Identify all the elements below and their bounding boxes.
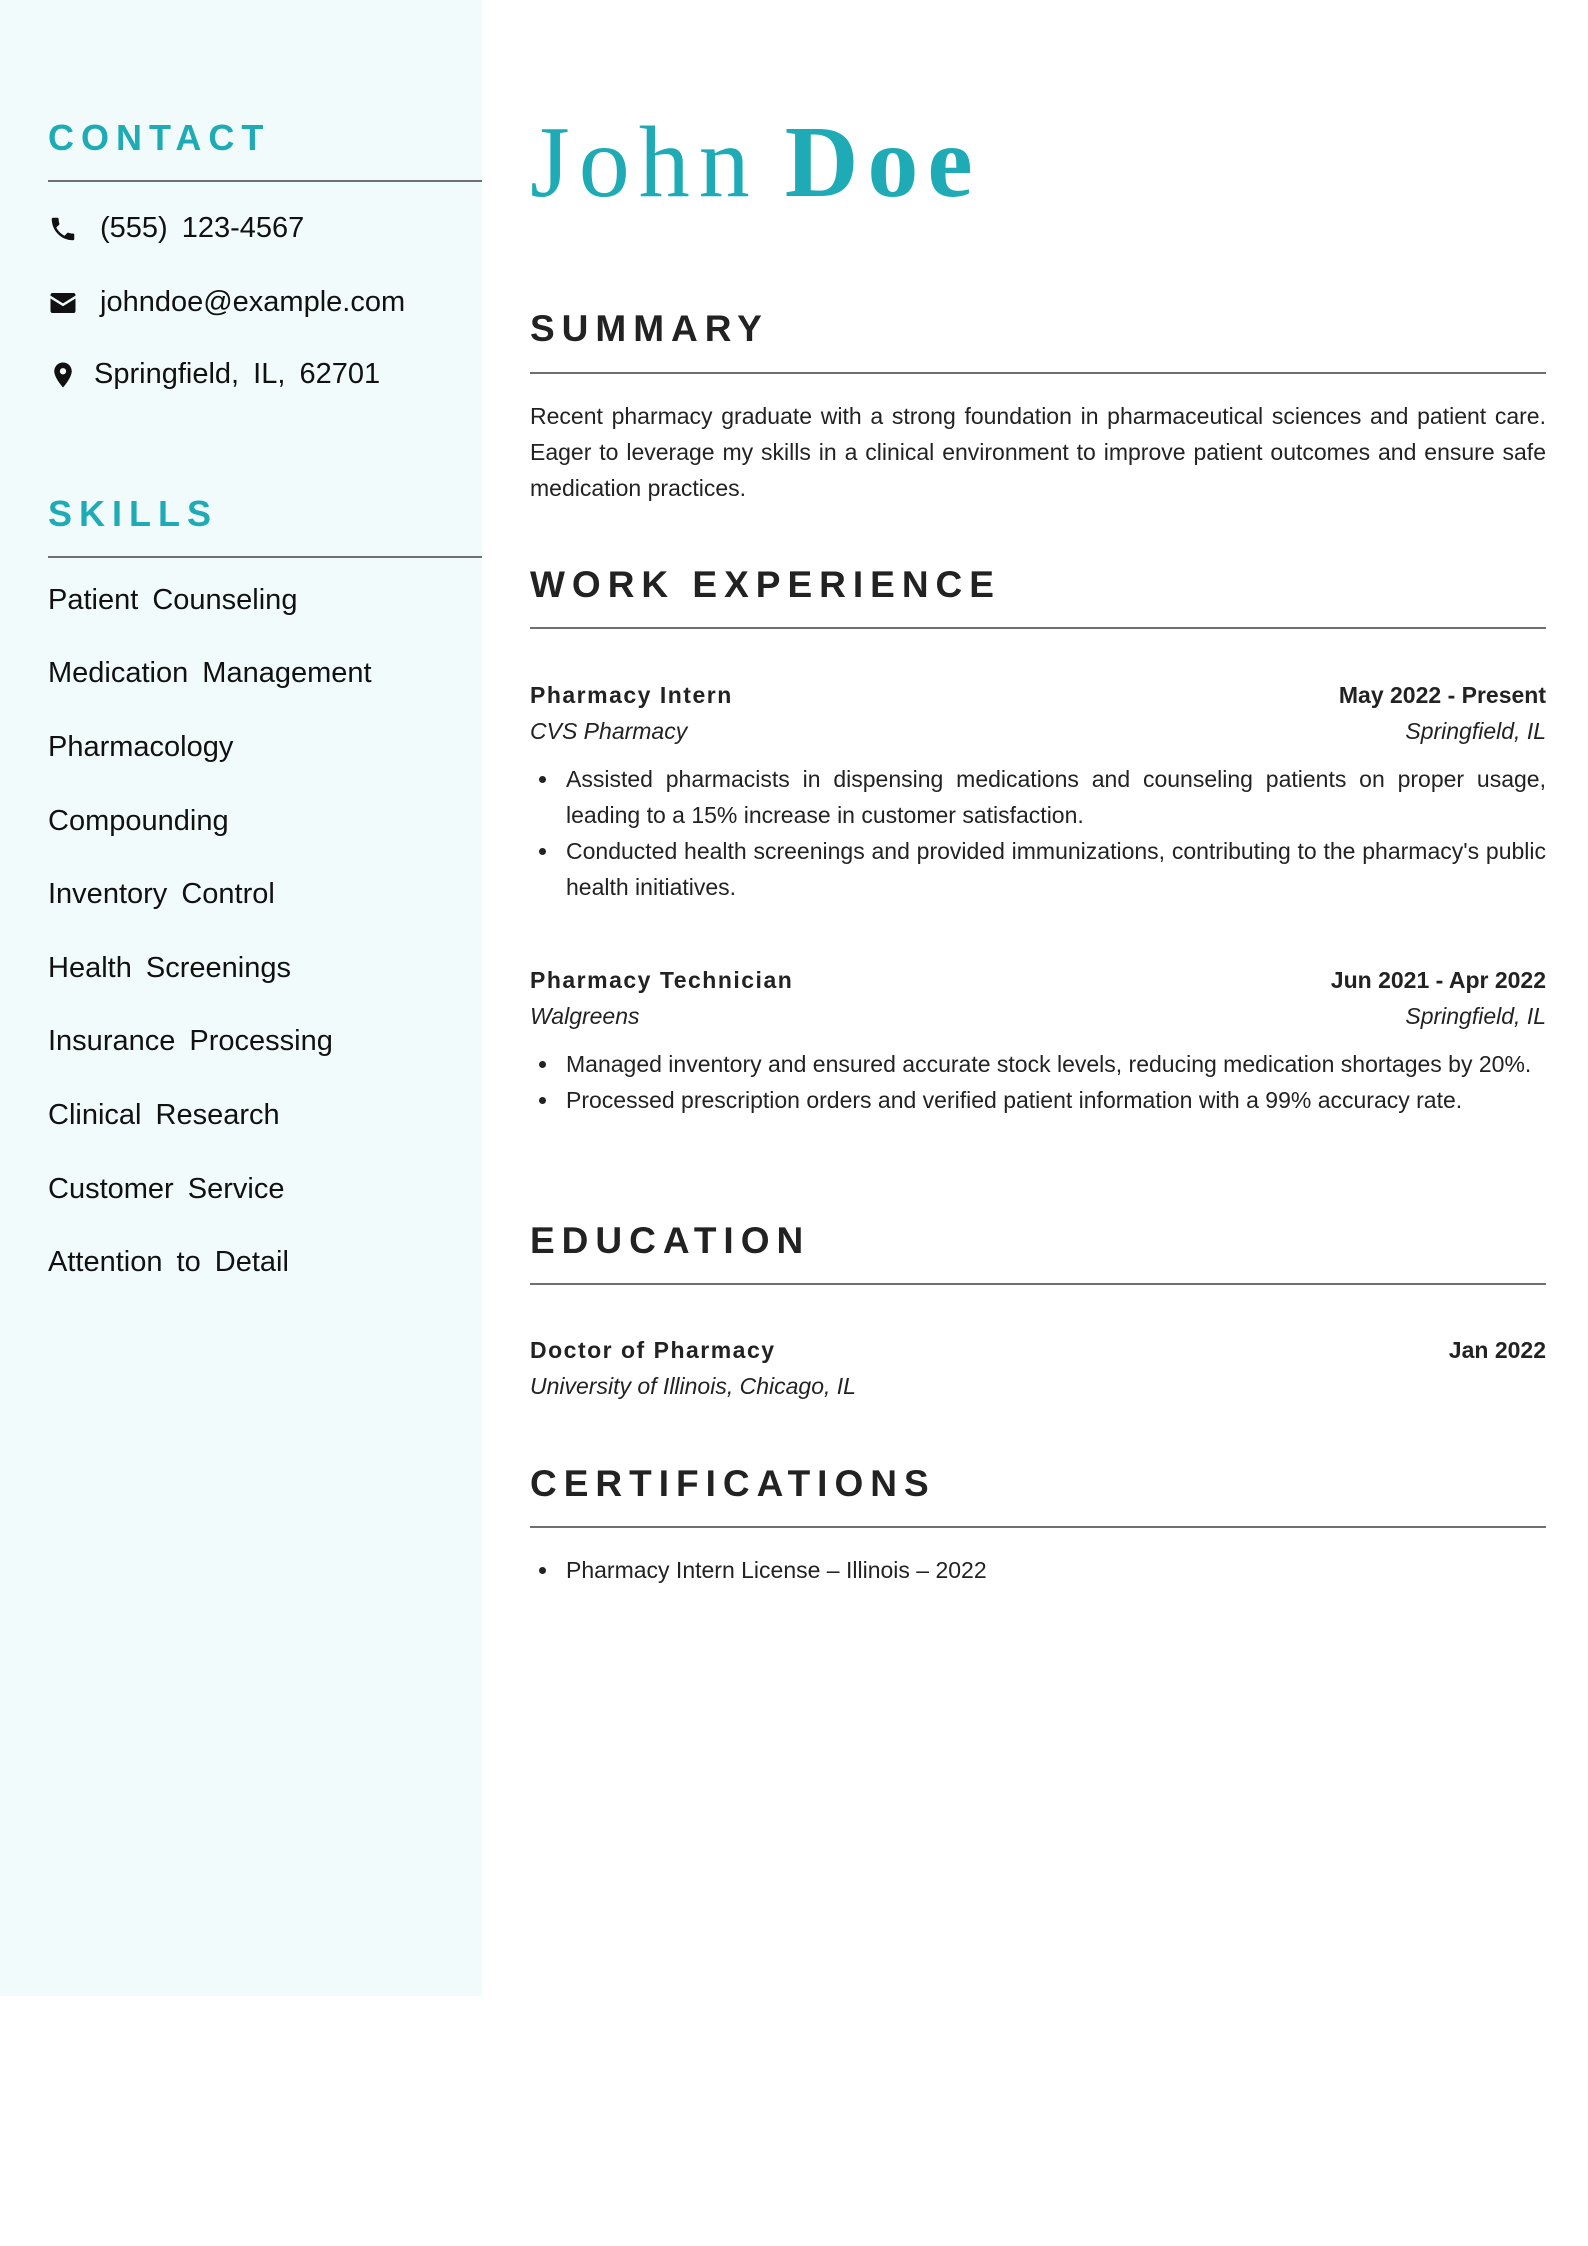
summary-heading: SUMMARY <box>530 308 769 349</box>
first-name: John <box>530 106 759 219</box>
certifications-heading: CERTIFICATIONS <box>530 1463 936 1504</box>
skills-divider <box>48 556 482 558</box>
education-divider <box>530 1283 1546 1285</box>
job-bullets <box>530 761 1546 905</box>
job-dates: Jun 2021 - Apr 2022 <box>1330 967 1546 993</box>
map-pin-icon <box>48 360 78 390</box>
skill-item: Inventory Control <box>48 878 275 910</box>
certification-list <box>530 1552 1546 1588</box>
contact-divider <box>48 180 482 182</box>
job-location: Springfield, IL <box>1405 1003 1546 1029</box>
job-title: Pharmacy Intern <box>530 682 733 708</box>
job-bullets <box>530 1046 1546 1118</box>
skill-item: Pharmacology <box>48 731 234 763</box>
summary-divider <box>530 372 1546 374</box>
certifications-divider <box>530 1526 1546 1528</box>
summary-text: Recent pharmacy graduate with a strong foundation in pharmaceutical sciences and patient care. Eager to leverage my skills in a clinical environment to improve patient outcomes and ensure safe medication practices. <box>530 403 1546 501</box>
contact-location-text: Springfield, IL, 62701 <box>94 358 381 390</box>
phone-icon <box>48 214 78 244</box>
list-item: Pharmacy Intern License – Illinois – 2022 <box>530 1552 1546 1588</box>
job-organization: Walgreens <box>530 1003 640 1029</box>
list-item: Conducted health screenings and provided immunizations, contributing to the pharmacy's public health initiatives. <box>530 833 1546 905</box>
list-item: Processed prescription orders and verified patient information with a 99% accuracy rate. <box>530 1082 1546 1118</box>
skill-item: Patient Counseling <box>48 584 298 616</box>
contact-location <box>48 358 380 391</box>
envelope-icon <box>48 288 78 318</box>
skill-item: Attention to Detail <box>48 1246 289 1278</box>
work-divider <box>530 627 1546 629</box>
education-heading: EDUCATION <box>530 1220 811 1261</box>
candidate-name <box>530 106 982 219</box>
school-name: University of Illinois, Chicago, IL <box>530 1373 856 1399</box>
sidebar <box>0 0 482 1996</box>
skill-item: Customer Service <box>48 1173 285 1205</box>
degree-title: Doctor of Pharmacy <box>530 1337 776 1363</box>
skills-section <box>48 493 482 1278</box>
job-organization: CVS Pharmacy <box>530 718 688 744</box>
skill-item: Compounding <box>48 805 229 837</box>
skill-item: Health Screenings <box>48 952 291 984</box>
job-title: Pharmacy Technician <box>530 967 794 993</box>
list-item: Managed inventory and ensured accurate stock levels, reducing medication shortages by 20%. <box>530 1046 1546 1082</box>
last-name: Doe <box>784 106 982 219</box>
degree-date: Jan 2022 <box>1448 1337 1546 1363</box>
skill-item: Medication Management <box>48 657 372 689</box>
job-dates: May 2022 - Present <box>1338 682 1546 708</box>
contact-phone <box>48 212 304 245</box>
skill-item: Clinical Research <box>48 1099 280 1131</box>
contact-email-text: johndoe@example.com <box>100 286 406 318</box>
skill-item: Insurance Processing <box>48 1025 333 1057</box>
contact-heading: CONTACT <box>48 117 271 158</box>
work-heading: WORK EXPERIENCE <box>530 564 1001 605</box>
list-item: Assisted pharmacists in dispensing medications and counseling patients on proper usage, leading to a 15% increase in customer satisfaction. <box>530 761 1546 833</box>
contact-phone-text: (555) 123-4567 <box>100 212 305 244</box>
job-location: Springfield, IL <box>1405 718 1546 744</box>
contact-email <box>48 286 405 319</box>
skills-heading: SKILLS <box>48 493 219 534</box>
contact-section <box>48 117 482 390</box>
